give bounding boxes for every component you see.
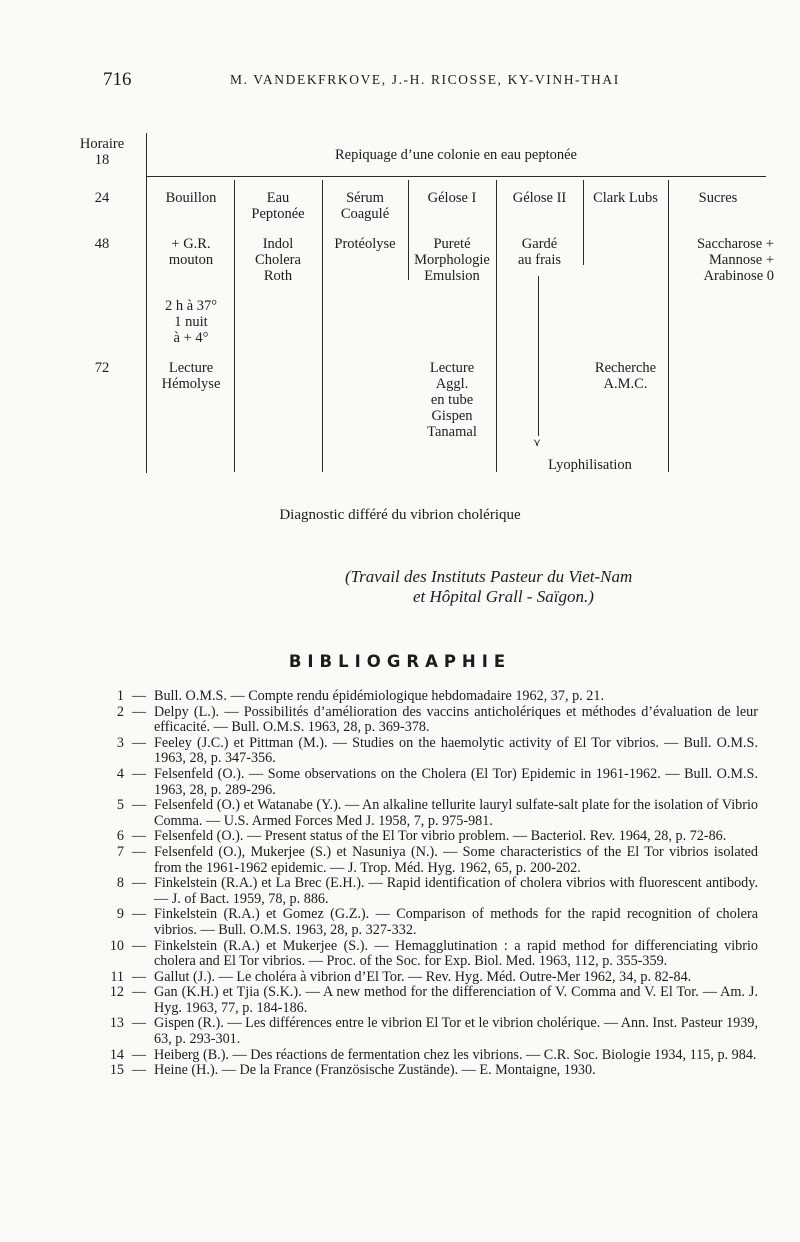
r72-bouillon-2: Hémolyse [161, 376, 221, 392]
r48-eau-2: Cholera [255, 252, 301, 268]
col-gelose-1: Gélose I [427, 190, 477, 206]
ref-number: 6 [116, 828, 124, 845]
ref-number: 14 [109, 1046, 124, 1063]
r48-eau-1: Indol [262, 236, 294, 252]
lyophilisation: Lyophilisation [548, 457, 632, 473]
r48-sucres-3: Arabinose 0 [703, 268, 774, 284]
list-item: 8 — Finkelstein (R.A.) et La Brec (E.H.). — Rapid identification of cholera vibrios with fluorescent antibody. — J. of Bact. 1959, 78, p. 886. [102, 876, 758, 907]
col-clark-lubs: Clark Lubs [593, 190, 658, 206]
r48-eau-3: Roth [263, 268, 293, 284]
flowchart-caption: Diagnostic différé du vibrion cholérique [279, 507, 521, 523]
r48-gelose2-2: au frais [517, 252, 562, 268]
r48-gelose2-1: Gardé [521, 236, 558, 252]
ref-number: 9 [116, 906, 124, 923]
hour-24: 24 [94, 190, 110, 206]
credit-line-1: (Travail des Instituts Pasteur du Viet-Nam [345, 567, 633, 586]
col-serum-1: Sérum [346, 190, 384, 206]
list-item: 5 — Felsenfeld (O.) et Watanabe (Y.). — An alkaline tellurite lauryl sulfate-salt plate for the isolation of Vibrio Comma. — U.S. Armed Forces Med J. 1958, 7, p. 975-981. [102, 798, 758, 829]
credit-line-2: et Hôpital Grall - Saïgon.) [413, 587, 594, 606]
r72-clark-1: Recherche [594, 360, 657, 376]
list-item: 1 — Bull. O.M.S. — Compte rendu épidémiologique hebdomadaire 1962, 37, p. 21. [102, 689, 758, 705]
list-item: 14 — Heiberg (B.). — Des réactions de fermentation chez les vibrions. — C.R. Soc. Biologie 1934, 115, p. 984. [102, 1048, 758, 1064]
incubation-3: à + 4° [173, 330, 209, 346]
ref-text: Felsenfeld (O.), Mukerjee (S.) et Nasuniya (N.). — Some characteristics of the El Tor vibrios isolated from the 1961-1962 epidemic. — J. Trop. Méd. Hyg. 1962, 65, p. 200-202. [154, 843, 758, 876]
top-rule [146, 176, 766, 177]
running-head: M. VANDEKFRKOVE, J.-H. RICOSSE, KY-VINH-THAI [230, 72, 620, 87]
list-item: 13 — Gispen (R.). — Les différences entre le vibrion El Tor et le vibrion cholérique. — Ann. Inst. Pasteur 1939, 63, p. 293-301. [102, 1016, 758, 1047]
r72-gelose1-1: Lecture [429, 360, 475, 376]
col-gelose-2: Gélose II [512, 190, 567, 206]
ref-text: Gispen (R.). — Les différences entre le vibrion El Tor et le vibrion cholérique. — Ann. Inst. Pasteur 1939, 63, p. 293-301. [154, 1015, 758, 1048]
ref-number: 8 [116, 875, 124, 892]
ref-number: 2 [116, 703, 124, 720]
r72-clark-2: A.M.C. [603, 376, 648, 392]
ref-number: 12 [109, 984, 124, 1001]
list-item: 7 — Felsenfeld (O.), Mukerjee (S.) et Nasuniya (N.). — Some characteristics of the El Tor vibrios isolated from the 1961-1962 epidemic. — J. Trop. Méd. Hyg. 1962, 65, p. 200-202. [102, 845, 758, 876]
col-sep-1 [234, 180, 235, 472]
lyophilisation-arrow-line [538, 276, 539, 436]
reference-list [102, 689, 758, 1079]
page-number: 716 [103, 69, 132, 90]
ref-number: 13 [109, 1015, 124, 1032]
ref-text: Felsenfeld (O.). — Some observations on the Cholera (El Tor) Epidemic in 1961-1962. — Bull. O.M.S. 1963, 28, p. 289-296. [154, 765, 758, 798]
r48-gelose1-1: Pureté [433, 236, 471, 252]
list-item: 6 — Felsenfeld (O.). — Present status of the El Tor vibrio problem. — Bacteriol. Rev. 1964, 28, p. 72-86. [102, 829, 758, 845]
horaire-label: Horaire [79, 136, 125, 152]
ref-text: Finkelstein (R.A.) et La Brec (E.H.). — Rapid identification of cholera vibrios with fluorescent antibody. — J. of Bact. 1959, 78, p. 886. [154, 875, 758, 907]
arrow-down-icon: ⋎ [533, 437, 542, 449]
flowchart [0, 0, 800, 500]
r48-sucres-2: Mannose + [709, 252, 774, 268]
ref-number: 10 [109, 937, 124, 954]
ref-text: Bull. O.M.S. — Compte rendu épidémiologique hebdomadaire 1962, 37, p. 21. [154, 688, 605, 704]
r48-gelose1-3: Emulsion [424, 268, 480, 284]
hour-72: 72 [94, 360, 110, 376]
list-item: 12 — Gan (K.H.) et Tjia (S.K.). — A new method for the differenciation of V. Comma and V. El Tor. — Am. J. Hyg. 1963, 77, p. 184-186. [102, 985, 758, 1016]
incubation-2: 1 nuit [174, 314, 208, 330]
r48-sucres-1: Saccharose + [696, 236, 774, 252]
r48-bouillon-2: mouton [168, 252, 214, 268]
ref-number: 7 [116, 843, 124, 860]
r72-gelose1-4: Gispen [431, 408, 473, 424]
hour-18: 18 [94, 152, 110, 168]
ref-text: Gan (K.H.) et Tjia (S.K.). — A new method for the differenciation of V. Comma and V. El Tor. — Am. J. Hyg. 1963, 77, p. 184-186. [154, 984, 758, 1016]
ref-number: 15 [109, 1062, 124, 1079]
list-item: 9 — Finkelstein (R.A.) et Gomez (G.Z.). — Comparison of methods for the rapid recognition of cholera vibrios. — Bull. O.M.S. 1963, 28, p. 327-332. [102, 907, 758, 938]
ref-text: Feeley (J.C.) et Pittman (M.). — Studies on the haemolytic activity of El Tor vibrios. — Bull. O.M.S. 1963, 28, p. 347-356. [154, 734, 758, 767]
ref-text: Finkelstein (R.A.) et Mukerjee (S.). — Hemagglutination : a rapid method for differenciating vibrio cholera and El Tor vibrios. — Proc. of the Soc. for Exp. Biol. Med. 1963, 112, p. 355-359. [154, 937, 758, 970]
ref-text: Felsenfeld (O.). — Present status of the El Tor vibrio problem. — Bacteriol. Rev. 1964, 28, p. 72-86. [154, 828, 727, 845]
list-item: 15 — Heine (H.). — De la France (Französische Zustände). — E. Montaigne, 1930. [102, 1063, 758, 1079]
ref-number: 11 [110, 968, 124, 985]
col-sep-4 [496, 180, 497, 472]
r72-gelose1-3: en tube [430, 392, 474, 408]
ref-number: 5 [116, 797, 124, 814]
ref-number: 4 [116, 765, 124, 782]
list-item: 4 — Felsenfeld (O.). — Some observations on the Cholera (El Tor) Epidemic in 1961-1962. — Bull. O.M.S. 1963, 28, p. 289-296. [102, 767, 758, 798]
ref-text: Finkelstein (R.A.) et Gomez (G.Z.). — Comparison of methods for the rapid recognition of cholera vibrios. — Bull. O.M.S. 1963, 28, p. 327-332. [154, 906, 758, 938]
r72-gelose1-5: Tanamal [427, 424, 477, 440]
ref-text: Felsenfeld (O.) et Watanabe (Y.). — An alkaline tellurite lauryl sulfate-salt plate for the isolation of Vibrio Comma. — U.S. Armed Forces Med J. 1958, 7, p. 975-981. [154, 797, 758, 829]
bibliography-title: BIBLIOGRAPHIE [288, 652, 512, 671]
r72-bouillon-1: Lecture [168, 360, 214, 376]
ref-text: Gallut (J.). — Le choléra à vibrion d’El Tor. — Rev. Hyg. Méd. Outre-Mer 1962, 34, p. 82-84. [154, 968, 692, 985]
col-bouillon: Bouillon [165, 190, 217, 206]
r48-bouillon-1: + G.R. [171, 236, 211, 252]
list-item: 10 — Finkelstein (R.A.) et Mukerjee (S.). — Hemagglutination : a rapid method for differenciating vibrio cholera and El Tor vibrios. — Proc. of the Soc. for Exp. Biol. Med. 1963, 112, p. 355-359. [102, 939, 758, 970]
ref-text: Heiberg (B.). — Des réactions de fermentation chez les vibrions. — C.R. Soc. Biologie 1934, 115, p. 984. [154, 1046, 757, 1063]
col-sep-6 [668, 180, 669, 472]
r48-gelose1-2: Morphologie [414, 252, 490, 268]
hour-48: 48 [94, 236, 110, 252]
col-eau-1: Eau [266, 190, 290, 206]
incubation-1: 2 h à 37° [164, 298, 218, 314]
list-item: 3 — Feeley (J.C.) et Pittman (M.). — Studies on the haemolytic activity of El Tor vibrios. — Bull. O.M.S. 1963, 28, p. 347-356. [102, 736, 758, 767]
list-item: 11 — Gallut (J.). — Le choléra à vibrion d’El Tor. — Rev. Hyg. Méd. Outre-Mer 1962, 34, p. 82-84. [102, 970, 758, 986]
col-sep-2 [322, 180, 323, 472]
r48-serum: Protéolyse [334, 236, 396, 252]
r72-gelose1-2: Aggl. [435, 376, 469, 392]
ref-number: 1 [116, 688, 124, 704]
top-label: Repiquage d’une colonie en eau peptonée [335, 147, 577, 163]
list-item: 2 — Delpy (L.). — Possibilités d’amélioration des vaccins anticholériques et méthodes d’évaluation de leur efficacité. — Bull. O.M.S. 1963, 28, p. 369-378. [102, 705, 758, 736]
time-axis-line [146, 133, 147, 473]
ref-text: Heine (H.). — De la France (Französische Zustände). — E. Montaigne, 1930. [154, 1062, 596, 1079]
ref-number: 3 [116, 734, 124, 751]
ref-text: Delpy (L.). — Possibilités d’amélioration des vaccins anticholériques et méthodes d’évaluation de leur efficacité. — Bull. O.M.S. 1963, 28, p. 369-378. [154, 703, 758, 736]
col-serum-2: Coagulé [340, 206, 390, 222]
col-sucres: Sucres [698, 190, 738, 206]
col-eau-2: Peptonée [251, 206, 305, 222]
